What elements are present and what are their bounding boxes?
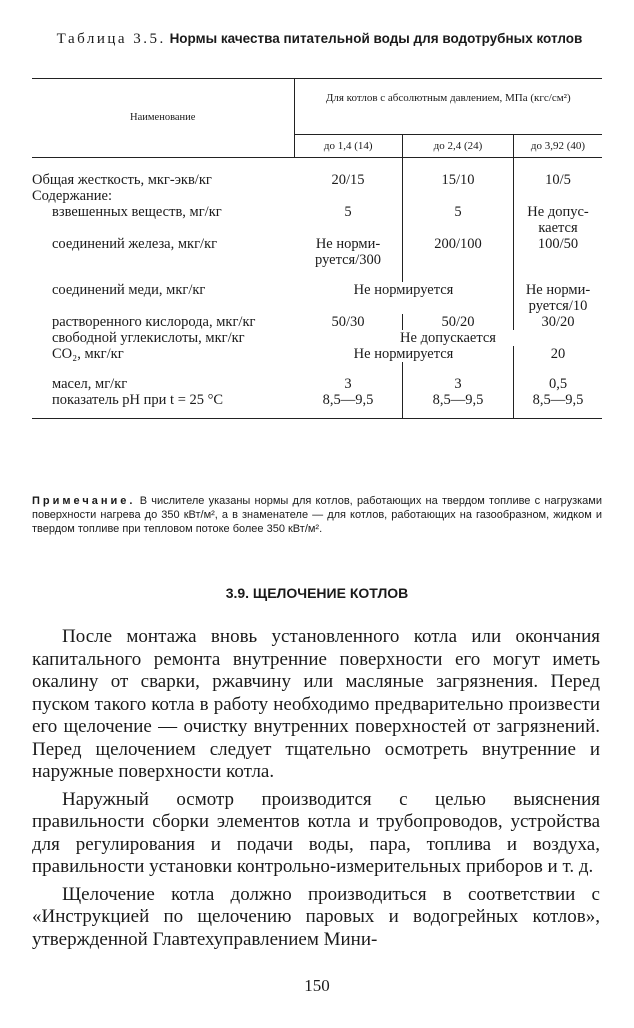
row-name-oxygen: растворенного кислорода, мкг/кг <box>52 314 256 330</box>
cell: 15/10 <box>403 172 514 188</box>
table-row <box>32 346 602 362</box>
header-pressure-group: Для котлов с абсолютным давлением, МПа (кгс/см²) <box>294 79 602 135</box>
row-name-copper: соединений меди, мкг/кг <box>52 282 206 298</box>
cell-merged: Не допускается <box>400 330 496 346</box>
header-name: Наименование <box>32 79 294 158</box>
cell: Не норми-руется/300 <box>315 236 381 268</box>
cell: 100/50 <box>514 236 603 268</box>
header-col-1: до 1,4 (14) <box>294 135 403 158</box>
note-lead: Примечание. <box>32 495 136 507</box>
row-name-oil: масел, мг/кг <box>52 376 128 392</box>
row-name-co2: CO₂, мкг/кг <box>52 346 124 362</box>
caption-title: Нормы качества питательной воды для водотрубных котлов <box>169 31 583 46</box>
table-row <box>32 204 602 236</box>
table-header-row <box>32 79 602 135</box>
table-row <box>32 282 602 314</box>
table-row <box>32 330 602 346</box>
table-row <box>32 376 602 392</box>
section-heading: 3.9. ЩЕЛОЧЕНИЕ КОТЛОВ <box>225 585 409 601</box>
table-note <box>32 494 602 536</box>
cell: 30/20 <box>514 314 603 330</box>
header-col-3: до 3,92 (40) <box>514 135 603 158</box>
table-caption <box>32 30 607 48</box>
cell: 3 <box>403 376 514 392</box>
table-row <box>32 188 602 204</box>
paragraph: Наружный осмотр производится с целью выяснения правильности сборки элементов котла и трубопроводов, устройства для регулирования и подачи воды, пара, топлива и воздуха, правильности установки контрольно-измерительных приборов и т. д. <box>32 788 600 877</box>
table-row <box>32 392 602 408</box>
row-name-free-co2: свободной углекислоты, мкг/кг <box>52 330 245 346</box>
cell: Не допус-кается <box>514 204 603 236</box>
cell: 5 <box>344 204 352 220</box>
paragraph: После монтажа вновь установленного котла или окончания капитального ремонта внутренние поверхности его могут иметь окалину от сварки, ржавчину или масляные загрязнения. Перед пуском такого котла в работу необходимо предварительно произвести его щелочение — очистку внутренних поверхностей от загрязнений. Перед щелочением следует тщательно осмотреть внутренние и наружные поверхности котла. <box>32 626 600 782</box>
cell-merged: Не нормируется <box>353 346 454 362</box>
table-row <box>32 172 602 188</box>
table-row <box>32 314 602 330</box>
cell: 20/15 <box>331 172 365 188</box>
water-quality-table <box>32 78 602 419</box>
table-row <box>32 236 602 268</box>
row-name-suspended: взвешенных веществ, мг/кг <box>52 204 222 220</box>
cell: 200/100 <box>403 236 514 268</box>
cell: Не норми-руется/10 <box>514 282 603 314</box>
header-col-2: до 2,4 (24) <box>403 135 514 158</box>
caption-lead: Таблица 3.5. <box>56 31 166 47</box>
page-number: 150 <box>304 976 330 995</box>
cell: 5 <box>403 204 514 236</box>
cell: 8,5—9,5 <box>322 392 374 408</box>
table-bottom-rule <box>32 408 602 419</box>
cell: 8,5—9,5 <box>403 392 514 408</box>
cell: 3 <box>344 376 352 392</box>
cell-merged: Не нормируется <box>353 282 454 298</box>
row-name-hardness: Общая жесткость, мкг-экв/кг <box>32 172 212 188</box>
cell: 8,5—9,5 <box>514 392 603 408</box>
row-name-ph: показатель pH при t = 25 °C <box>52 392 224 408</box>
note-text: В числителе указаны нормы для котлов, работающих на твердом топливе с нагрузками поверхности нагрева до 350 кВт/м², а в знаменателе — для котлов, работающих на газообразном, жидком и твердом топливе при тепловом потоке более 350 кВт/м². <box>32 495 602 535</box>
cell: 0,5 <box>514 376 603 392</box>
paragraph: Щелочение котла должно производиться в соответствии с «Инструкцией по щелочению паровых и водогрейных котлов», утвержденной Главтехуправлением Мини- <box>32 883 600 950</box>
cell: 20 <box>514 346 603 362</box>
cell: 50/20 <box>403 314 514 330</box>
cell: 10/5 <box>514 172 603 188</box>
row-name-iron: соединений железа, мкг/кг <box>52 236 218 252</box>
body-text <box>32 626 600 956</box>
row-label-contents: Содержание: <box>32 188 113 204</box>
cell: 50/30 <box>331 314 365 330</box>
